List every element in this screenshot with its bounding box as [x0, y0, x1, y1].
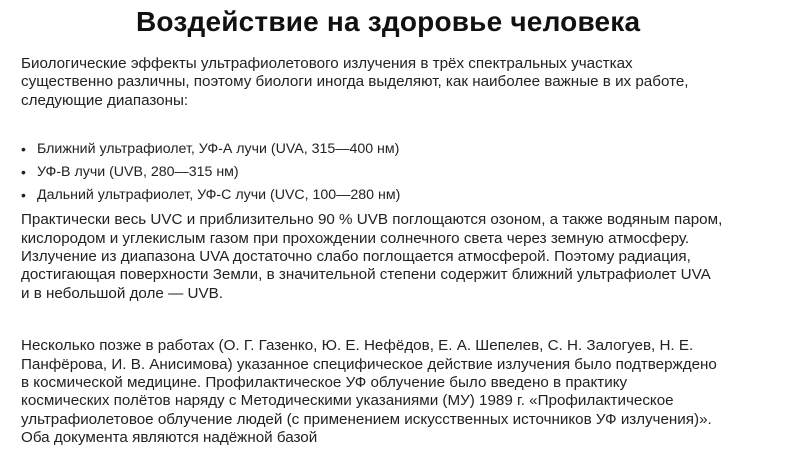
uv-ranges-list: [21, 140, 791, 207]
list-item-text: Дальний ультрафиолет, УФ-С лучи (UVC, 100—280 нм): [37, 187, 401, 204]
list-item-uva: [21, 140, 791, 161]
bullet-icon: •: [21, 141, 26, 158]
bullet-icon: •: [21, 187, 26, 204]
slide-title: Воздействие на здоровье человека: [136, 6, 641, 37]
absorption-paragraph: Практически весь UVC и приблизительно 90 % UVB поглощаются озоном, а также водяным паром, кислородом и углекислым газом при прохождении солнечного света через земную атмосферу. Излучение из диапазона UVA достаточно слабо поглощается атмосферой. Поэтому радиация, достигающая поверхности Земли, в значительной степени содержит ближний ультрафиолет UVA и в небольшой доле — UVB.: [21, 211, 723, 302]
list-item-text: Ближний ультрафиолет, УФ-А лучи (UVA, 315—400 нм): [37, 141, 400, 158]
slide-content: [21, 55, 791, 448]
intro-paragraph: Биологические эффекты ультрафиолетового излучения в трёх спектральных участках существенно различны, поэтому биологи иногда выделяют, как наиболее важные в их работе, следующие диапазоны:: [21, 55, 689, 109]
bullet-icon: •: [21, 164, 26, 181]
list-item-uvc: [21, 186, 791, 207]
list-item-text: УФ-В лучи (UVB, 280—315 нм): [37, 164, 239, 181]
later-works-paragraph: Несколько позже в работах (О. Г. Газенко, Ю. Е. Нефёдов, Е. А. Шепелев, С. Н. Залогуев, Н. Е. Панфёрова, И. В. Анисимова) указанное специфическое действие излучения было подтверждено в космической медицине. Профилактическое УФ облучение было введено в практику космических полётов наряду с Методическими указаниями (МУ) 1989 г. «Профилактическое ультрафиолетовое облучение людей (с применением искусственных источников УФ излучения)». Оба документа являются надёжной базой: [21, 337, 717, 447]
list-item-uvb: [21, 163, 791, 184]
